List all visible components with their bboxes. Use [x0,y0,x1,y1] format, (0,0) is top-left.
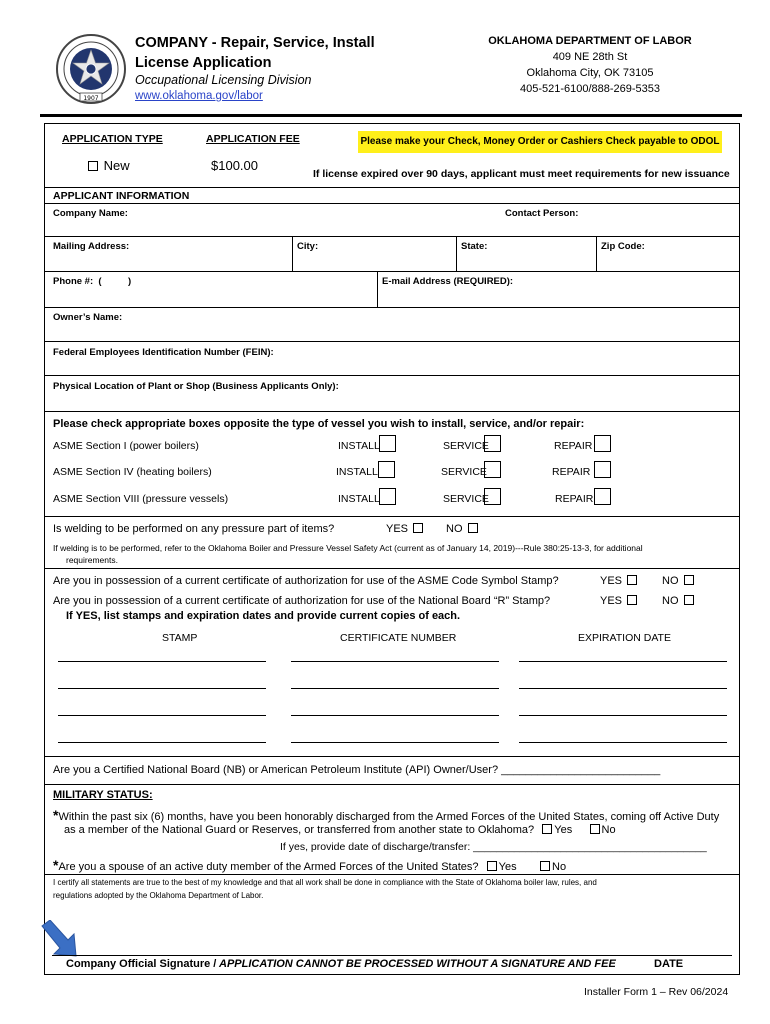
vessel-instruction: Please check appropriate boxes opposite the type of vessel you wish to install, service, and/or repair: [53,418,585,430]
contact-person-field[interactable]: Contact Person: [505,208,579,219]
nb-no[interactable]: NO [662,595,696,607]
state-field[interactable]: State: [461,241,488,252]
divider [292,236,293,271]
divider [45,375,739,376]
col-expiration-header: EXPIRATION DATE [578,632,671,644]
cert-number-blank[interactable] [291,715,499,716]
nb-yes[interactable]: YES [600,595,639,607]
new-checkbox[interactable] [88,161,98,171]
divider [45,236,739,237]
yes-checkbox[interactable] [627,575,637,585]
divider [45,307,739,308]
military-question-1-cont: as a member of the National Guard or Reserves, or transferred from another state to Oklahoma? Yes No [64,824,616,836]
divider [45,874,739,875]
repair-checkbox[interactable] [594,461,611,478]
stamp-blank[interactable] [58,715,266,716]
welding-no[interactable]: NO [446,523,480,535]
website-link[interactable]: www.oklahoma.gov/labor [135,90,263,102]
welding-note: If welding is to be performed, refer to the Oklahoma Boiler and Pressure Vessel Safety Act (current as of January 14, 2019)---Rule 380:25-13-3, for additional [53,543,643,553]
fein-field[interactable]: Federal Employees Identification Number (FEIN): [53,347,274,358]
payable-notice: Please make your Check, Money Order or Cashiers Check payable to ODOL [358,131,722,153]
service-label: SERVICE [441,466,487,478]
phone-field[interactable]: Phone #: ( ) [53,276,132,287]
vessel-row-label: ASME Section I (power boilers) [53,440,199,452]
military-status-title: MILITARY STATUS: [53,789,153,801]
divider [377,271,378,307]
divider [45,516,739,517]
repair-label: REPAIR [555,493,594,505]
install-checkbox[interactable] [378,461,395,478]
install-label: INSTALL [338,440,380,452]
repair-label: REPAIR [552,466,591,478]
email-field[interactable]: E-mail Address (REQUIRED): [382,276,514,287]
expiration-blank[interactable] [519,742,727,743]
install-label: INSTALL [338,493,380,505]
mailing-address-field[interactable]: Mailing Address: [53,241,130,252]
col-cert-header: CERTIFICATE NUMBER [340,632,457,644]
divider [45,271,739,272]
col-stamp-header: STAMP [162,632,198,644]
stamp-blank[interactable] [58,661,266,662]
form-title: COMPANY - Repair, Service, Install License Application [135,35,375,71]
stamps-instruction: If YES, list stamps and expiration dates and provide current copies of each. [66,610,461,622]
expired-notice: If license expired over 90 days, applicant must meet requirements for new issuance [313,168,730,180]
agency-phone: 405-521-6100/888-269-5353 [519,83,661,95]
divider [45,756,739,757]
expiration-blank[interactable] [519,715,727,716]
signature-label: Company Official Signature / APPLICATION CANNOT BE PROCESSED WITHOUT A SIGNATURE AND FEE [66,958,616,970]
nb-stamp-question: Are you in possession of a current certificate of authorization for use of the National Board “R” Stamp? [53,595,551,607]
yes-checkbox[interactable] [487,861,497,871]
divider [596,236,597,271]
city-field[interactable]: City: [297,241,319,252]
no-checkbox[interactable] [684,575,694,585]
yes-checkbox[interactable] [627,595,637,605]
yes-checkbox[interactable] [413,523,423,533]
agency-address [470,33,710,97]
discharge-date-field[interactable]: If yes, provide date of discharge/transfer: ________________________________________ [280,841,707,853]
address-line2: Oklahoma City, OK 73105 [526,67,654,79]
repair-checkbox[interactable] [594,435,611,452]
arrow-pointer-icon [38,920,82,960]
divider [45,341,739,342]
no-checkbox[interactable] [684,595,694,605]
install-label: INSTALL [336,466,378,478]
no-checkbox[interactable] [468,523,478,533]
service-label: SERVICE [443,440,489,452]
state-seal-logo [50,33,132,105]
zip-code-field[interactable]: Zip Code: [601,241,645,252]
military-question-1: *Within the past six (6) months, have you been honorably discharged from the Armed Forces of the United States, coming off Active Duty [53,807,720,823]
no-checkbox[interactable] [540,861,550,871]
welding-question: Is welding to be performed on any pressure part of items? [53,523,335,535]
asme-no[interactable]: NO [662,575,696,587]
vessel-row-label: ASME Section IV (heating boilers) [53,466,212,478]
certification-text-cont: regulations adopted by the Oklahoma Department of Labor. [53,891,264,900]
divider [45,203,739,204]
divider [45,784,739,785]
owner-name-field[interactable]: Owner’s Name: [53,312,123,323]
applicant-section-title: APPLICANT INFORMATION [53,190,190,202]
signature-line[interactable] [52,955,732,956]
service-checkbox[interactable] [484,461,501,478]
install-checkbox[interactable] [379,488,396,505]
nb-api-question[interactable]: Are you a Certified National Board (NB) or American Petroleum Institute (API) Owner/User? __________________________ [53,764,661,776]
application-type-new[interactable]: New [86,158,130,173]
service-checkbox[interactable] [484,435,501,452]
divider [45,568,739,569]
divider [45,411,739,412]
divider [456,236,457,271]
military-question-2: *Are you a spouse of an active duty member of the Armed Forces of the United States? Yes No [53,857,567,873]
company-name-field[interactable]: Company Name: [53,208,128,219]
cert-number-blank[interactable] [291,742,499,743]
form-footer: Installer Form 1 – Rev 06/2024 [584,986,729,998]
stamp-blank[interactable] [58,688,266,689]
date-label: DATE [654,958,684,970]
application-type-label: APPLICATION TYPE [62,133,163,145]
plant-location-field[interactable]: Physical Location of Plant or Shop (Business Applicants Only): [53,381,339,392]
agency-name: OKLAHOMA DEPARTMENT OF LABOR [488,35,692,47]
address-line1: 409 NE 28th St [552,51,628,63]
yes-checkbox[interactable] [542,824,552,834]
asme-yes[interactable]: YES [600,575,639,587]
application-fee-label: APPLICATION FEE [206,133,300,145]
expiration-blank[interactable] [519,661,727,662]
cert-number-blank[interactable] [291,661,499,662]
cert-number-blank[interactable] [291,688,499,689]
welding-note-cont: requirements. [66,555,118,565]
repair-label: REPAIR [554,440,593,452]
divider [45,187,739,188]
repair-checkbox[interactable] [594,488,611,505]
install-checkbox[interactable] [379,435,396,452]
asterisk: * [53,807,59,823]
service-label: SERVICE [443,493,489,505]
certification-text: I certify all statements are true to the best of my knowledge and that all work shall be done in compliance with the State of Oklahoma boiler law, rules, and [53,878,597,887]
division-name: Occupational Licensing Division [135,73,312,87]
service-checkbox[interactable] [484,488,501,505]
application-fee-value: $100.00 [211,158,258,173]
stamp-blank[interactable] [58,742,266,743]
asterisk: * [53,857,59,873]
no-checkbox[interactable] [590,824,600,834]
header-rule [40,114,742,117]
asme-stamp-question: Are you in possession of a current certificate of authorization for use of the ASME Code Symbol Stamp? [53,575,559,587]
vessel-row-label: ASME Section VIII (pressure vessels) [53,493,229,505]
welding-yes[interactable]: YES [386,523,425,535]
expiration-blank[interactable] [519,688,727,689]
seal-year: 1907 [83,95,99,102]
